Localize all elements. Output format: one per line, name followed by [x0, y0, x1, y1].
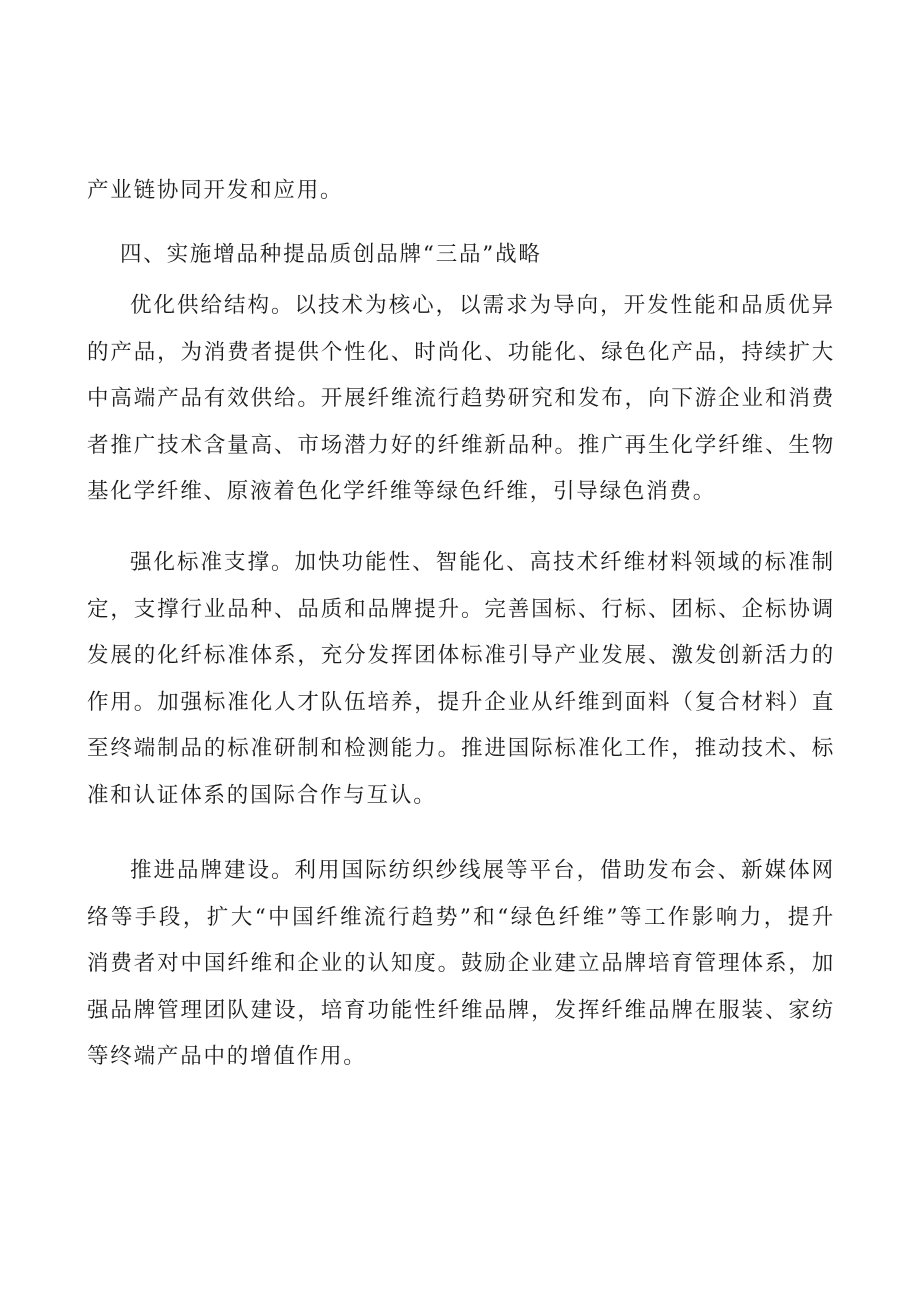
paragraph-brand-building: 推进品牌建设。利用国际纺织纱线展等平台，借助发布会、新媒体网络等手段，扩大“中国纤维流行趋势”和“绿色纤维”等工作影响力，提升消费者对中国纤维和企业的认知度。鼓励企业建立品牌培育管理体系，加强品牌管理团队建设，培育功能性纤维品牌，发挥纤维品牌在服装、家纺等终端产品中的增值作用。: [87, 858, 835, 1069]
continuation-paragraph: 产业链协同开发和应用。: [87, 178, 344, 203]
paragraph-supply-structure: 优化供给结构。以技术为核心，以需求为导向，开发性能和品质优异的产品，为消费者提供个性化、时尚化、功能化、绿色化产品，持续扩大中高端产品有效供给。开展纤维流行趋势研究和发布，向下游企业和消费者推广技术含量高、市场潜力好的纤维新品种。推广再生化学纤维、生物基化学纤维、原液着色化学纤维等绿色纤维，引导绿色消费。: [87, 293, 835, 504]
paragraph-standard-support: 强化标准支撑。加快功能性、智能化、高技术纤维材料领域的标准制定，支撑行业品种、品质和品牌提升。完善国标、行标、团标、企标协调发展的化纤标准体系，充分发挥团体标准引导产业发展、激发创新活力的作用。加强标准化人才队伍培养，提升企业从纤维到面料（复合材料）直至终端制品的标准研制和检测能力。推进国际标准化工作，推动技术、标准和认证体系的国际合作与互认。: [87, 550, 835, 808]
section-heading: 四、实施增品种提品质创品牌“三品”战略: [120, 242, 542, 267]
